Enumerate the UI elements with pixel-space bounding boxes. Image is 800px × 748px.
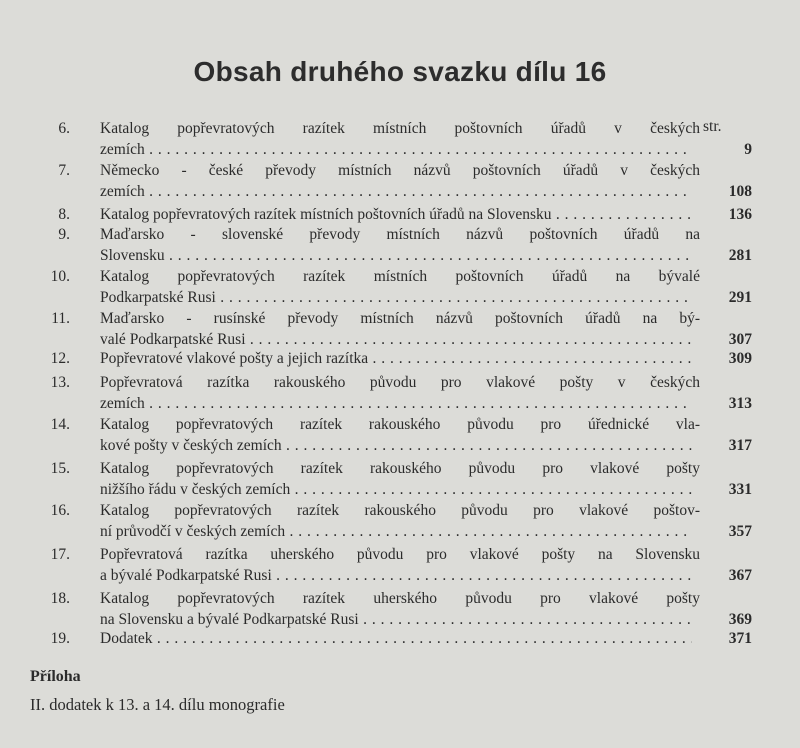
toc-entry-page: 309	[728, 350, 752, 367]
toc-entry-title-line1: Katalog popřevratových razítek rakouského původu pro vlakové poštov-	[100, 502, 700, 519]
toc-entry-title-line2: Podkarpatské Rusi . . .	[100, 287, 692, 308]
page-title: Obsah druhého svazku dílu 16	[193, 56, 607, 87]
toc-entry-title-line2: ní průvodčí v českých zemích . . .	[100, 521, 692, 542]
toc-entry-title-line2: zemích . . .	[100, 181, 692, 202]
toc-entry-title-line1: Popřevratová razítka rakouského původu pro vlakové pošty v českých	[100, 374, 700, 391]
toc-entry-number: 15.	[50, 460, 70, 477]
toc-entry-number: 8.	[58, 206, 70, 223]
toc-entry-title-line2: zemích . . .	[100, 139, 692, 160]
toc-entry-title-line2: kové pošty v českých zemích . . .	[100, 435, 692, 456]
toc-entry-number: 10.	[50, 268, 70, 285]
toc-entry-page: 367	[728, 567, 752, 584]
toc-entry-title-line1: Katalog popřevratových razítek rakouského původu pro vlakové pošty	[100, 460, 700, 477]
toc-entry-title-line2: na Slovensku a bývalé Podkarpatské Rusi . . .	[100, 609, 692, 630]
page-column-label: str.	[703, 118, 722, 135]
toc-entry-page: 307	[728, 331, 752, 348]
toc-entry-number: 12.	[50, 350, 70, 367]
toc-entry-title: Popřevratové vlakové pošty a jejich razítka . . .	[100, 348, 692, 369]
toc-entry-page: 371	[728, 630, 752, 647]
toc-entry-number: 17.	[50, 546, 70, 563]
toc-entry-number: 18.	[50, 590, 70, 607]
toc-entry-title-line1: Katalog popřevratových razítek místních poštovních úřadů v českých	[100, 120, 700, 137]
toc-entry-title-line1: Katalog popřevratových razítek místních poštovních úřadů na bývalé	[100, 268, 700, 285]
toc-entry-number: 13.	[50, 374, 70, 391]
toc-entry-page: 317	[728, 437, 752, 454]
toc-entry-number: 6.	[58, 120, 70, 137]
toc-entry-title-line1: Katalog popřevratových razítek rakouského původu pro úřednické vla-	[100, 416, 700, 433]
toc-entry-page: 369	[728, 611, 752, 628]
toc-entry-number: 11.	[51, 310, 70, 327]
toc-entry-title-line1: Maďarsko - rusínské převody místních názvů poštovních úřadů na bý-	[100, 310, 700, 327]
toc-entry-page: 331	[728, 481, 752, 498]
toc-entry-page: 291	[728, 289, 752, 306]
toc-entry-page: 9	[744, 141, 752, 158]
appendix-item: II. dodatek k 13. a 14. dílu monografie	[30, 695, 285, 714]
toc-entry-number: 16.	[50, 502, 70, 519]
toc-entry-title-line2: Slovensku . . .	[100, 245, 692, 266]
toc-entry-page: 108	[728, 183, 752, 200]
toc-entry-number: 9.	[58, 226, 70, 243]
toc-entry-title-line2: valé Podkarpatské Rusi . . .	[100, 329, 692, 350]
toc-entry-title: Dodatek . . .	[100, 628, 692, 649]
toc-entry-title: Katalog popřevratových razítek místních poštovních úřadů na Slovensku . . .	[100, 204, 692, 225]
toc-entry-title-line1: Maďarsko - slovenské převody místních názvů poštovních úřadů na	[100, 226, 700, 243]
toc-entry-number: 19.	[50, 630, 70, 647]
toc-entry-page: 313	[728, 395, 752, 412]
toc-entry-page: 357	[728, 523, 752, 540]
toc-entry-page: 136	[728, 206, 752, 223]
toc-entry-title-line1: Německo - české převody místních názvů poštovních úřadů v českých	[100, 162, 700, 179]
toc-entry-title-line2: nižšího řádu v českých zemích . . .	[100, 479, 692, 500]
toc-entry-title-line1: Katalog popřevratových razítek uherského původu pro vlakové pošty	[100, 590, 700, 607]
toc-entry-number: 7.	[58, 162, 70, 179]
toc-entry-title-line2: zemích . . .	[100, 393, 692, 414]
toc-entry-number: 14.	[50, 416, 70, 433]
toc-entry-title-line1: Popřevratová razítka uherského původu pro vlakové pošty na Slovensku	[100, 546, 700, 563]
toc-entry-title-line2: a bývalé Podkarpatské Rusi . . .	[100, 565, 692, 586]
toc-entry-page: 281	[728, 247, 752, 264]
appendix-heading: Příloha	[30, 668, 81, 685]
